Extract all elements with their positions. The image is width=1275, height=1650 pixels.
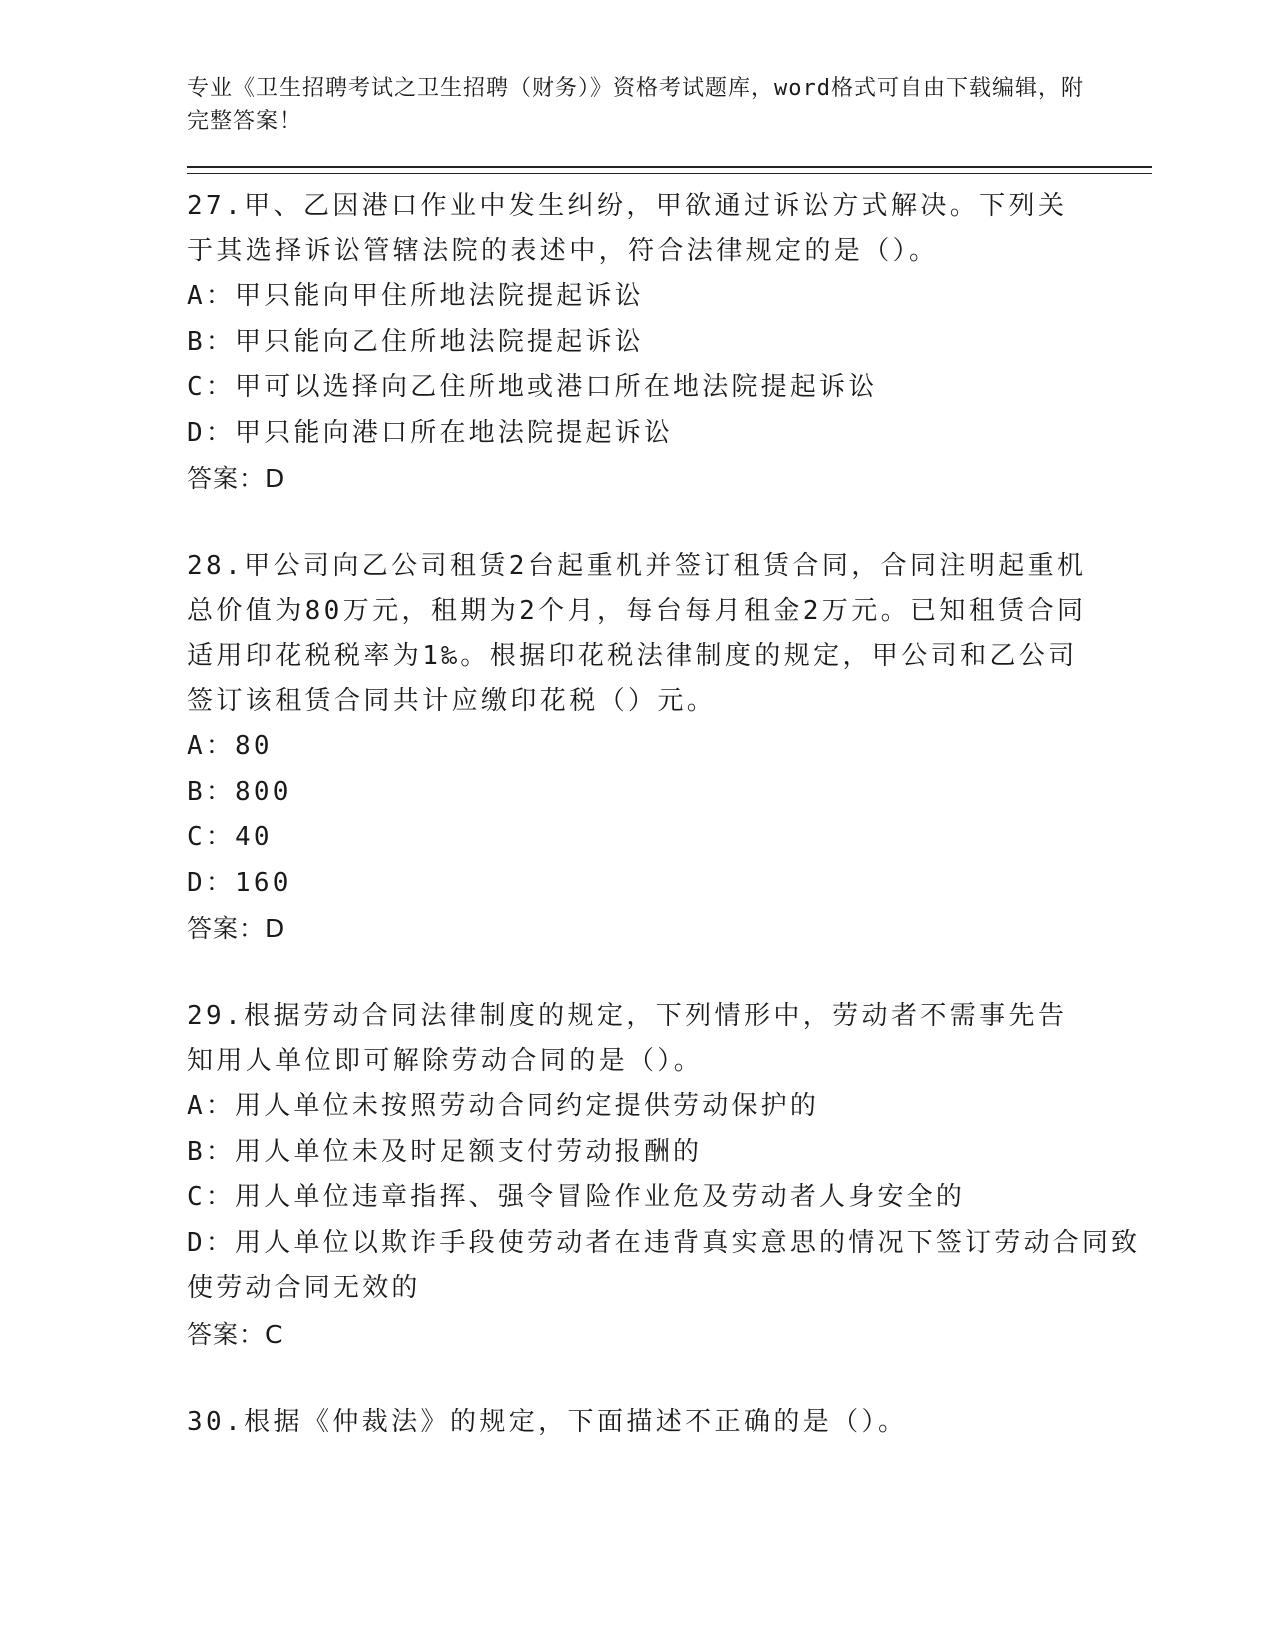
answer-line: 答案：D	[187, 464, 286, 493]
question-list	[187, 184, 1147, 1445]
option-d: D：160	[187, 867, 292, 898]
document-header: 专业《卫生招聘考试之卫生招聘（财务）》资格考试题库，word格式可自由下载编辑，附完整答案！	[187, 76, 1084, 134]
document-page	[187, 72, 1147, 1488]
option-c: C：40	[187, 822, 273, 852]
option-b: B：用人单位未及时足额支付劳动报酬的	[187, 1136, 703, 1167]
option-a: A：80	[187, 731, 273, 761]
option-d: D：甲只能向港口所在地法院提起诉讼	[187, 417, 674, 448]
option-c: C：甲可以选择向乙住所地或港口所在地法院提起诉讼	[187, 372, 878, 402]
option-c: C：用人单位违章指挥、强令冒险作业危及劳动者人身安全的	[187, 1182, 966, 1212]
header-divider	[187, 166, 1152, 174]
question-stem: 27.甲、乙因港口作业中发生纠纷，甲欲通过诉讼方式解决。下列关于其选择诉讼管辖法院的表述中，符合法律规定的是（）。	[187, 191, 1068, 266]
option-a: A：甲只能向甲住所地法院提起诉讼	[187, 281, 644, 311]
answer-line: 答案：C	[187, 1319, 284, 1349]
question-28	[187, 544, 1147, 951]
option-d: D：用人单位以欺诈手段使劳动者在违背真实意思的情况下签订劳动合同致使劳动合同无效的	[187, 1227, 1141, 1303]
question-30	[187, 1400, 1147, 1445]
option-b: B：甲只能向乙住所地法院提起诉讼	[187, 326, 644, 357]
question-stem: 30.根据《仲裁法》的规定，下面描述不正确的是（）。	[187, 1406, 908, 1437]
question-29	[187, 994, 1147, 1357]
question-27	[187, 184, 1147, 501]
question-stem: 28.甲公司向乙公司租赁2台起重机并签订租赁合同，合同注明起重机总价值为80万元，租期为2个月，每台每月租金2万元。已知租赁合同适用印花税税率为1‰。根据印花税法律制度的规定，甲公司和乙公司签订该租赁合同共计应缴印花税（）元。	[187, 551, 1087, 716]
answer-line: 答案：D	[187, 914, 286, 943]
option-b: B：800	[187, 776, 292, 807]
option-a: A：用人单位未按照劳动合同约定提供劳动保护的	[187, 1091, 820, 1121]
question-stem: 29.根据劳动合同法律制度的规定，下列情形中，劳动者不需事先告知用人单位即可解除劳动合同的是（）。	[187, 1001, 1068, 1076]
